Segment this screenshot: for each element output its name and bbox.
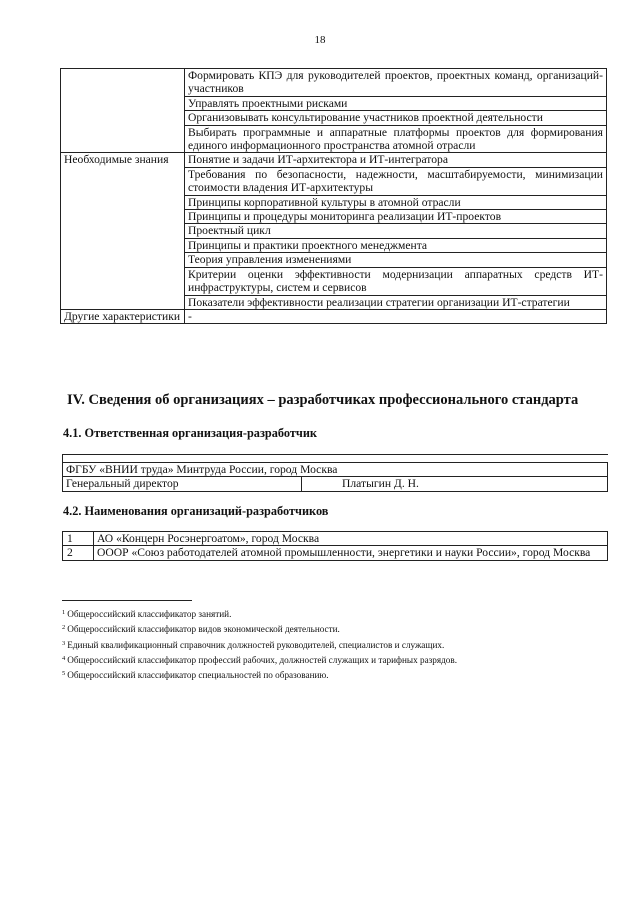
footnote-text: Единый квалификационный справочник должностей руководителей, специалистов и служащих. [67, 639, 445, 650]
table-row [61, 309, 607, 323]
developer-name: ОООР «Союз работодателей атомной промышленности, энергетики и науки России», город Москва [94, 546, 608, 560]
footnote [62, 667, 457, 682]
footnote-text: Общероссийский классификатор специальностей по образованию. [67, 670, 329, 681]
footnote-text: Общероссийский классификатор профессий рабочих, должностей служащих и тарифных разрядов. [67, 654, 458, 665]
table-row [63, 532, 608, 546]
director-name: Платыгин Д. Н. [302, 477, 608, 491]
other-label: Другие характеристики [61, 309, 185, 323]
empty-label-cell [61, 69, 185, 153]
table-row [63, 463, 608, 477]
footnote-divider [62, 600, 192, 601]
table-cell: Формировать КПЭ для руководителей проектов, проектных команд, организаций-участников [185, 69, 607, 97]
table-cell: Показатели эффективности реализации стратегии организации ИТ-стратегии [185, 295, 607, 309]
developers-table [62, 531, 608, 561]
footnote-text: Общероссийский классификатор видов экономической деятельности. [67, 624, 340, 635]
page-number: 18 [314, 34, 326, 46]
subsection-title-developers: 4.2. Наименования организаций-разработчиков [63, 504, 329, 518]
knowledge-label: Необходимые знания [61, 153, 185, 309]
director-position: Генеральный директор [63, 477, 302, 491]
empty-cell [63, 455, 608, 463]
org-name: ФГБУ «ВНИИ труда» Минтруда России, город Москва [63, 463, 608, 477]
subsection-title-responsible: 4.1. Ответственная организация-разработчик [63, 426, 317, 440]
table-row [63, 477, 608, 491]
other-value: - [185, 309, 607, 323]
footnote-number: 3 [62, 639, 66, 647]
footnote [62, 606, 457, 621]
footnote [62, 652, 457, 667]
table-cell: Выбирать программные и аппаратные платформы проектов для формирования единого информационного пространства атомной отрасли [185, 125, 607, 153]
footnotes [62, 606, 457, 682]
table-cell: Принципы корпоративной культуры в атомной отрасли [185, 195, 607, 209]
footnote [62, 637, 457, 652]
row-number: 2 [63, 546, 94, 560]
footnote [62, 621, 457, 636]
table-cell: Требования по безопасности, надежности, масштабируемости, минимизации стоимости владения ИТ-архитектуры [185, 167, 607, 195]
footnote-number: 1 [62, 609, 66, 616]
table-cell: Критерии оценки эффективности модернизации аппаратных средств ИТ-инфраструктуры, систем и сервисов [185, 267, 607, 295]
section-title: IV. Сведения об организациях – разработчиках профессионального стандарта [67, 392, 579, 408]
footnote-number: 2 [62, 624, 66, 632]
footnote-number: 5 [62, 670, 66, 678]
developer-name: АО «Концерн Росэнергоатом», город Москва [94, 532, 608, 546]
table-cell: Понятие и задачи ИТ-архитектора и ИТ-интегратора [185, 153, 607, 167]
row-number: 1 [63, 532, 94, 546]
table-row [61, 153, 607, 167]
responsible-org-table [62, 454, 608, 492]
table-row [63, 546, 608, 560]
table-cell: Принципы и процедуры мониторинга реализации ИТ-проектов [185, 210, 607, 224]
footnote-number: 4 [62, 654, 66, 662]
table-cell: Проектный цикл [185, 224, 607, 238]
table-cell: Управлять проектными рисками [185, 96, 607, 110]
footnote-text: Общероссийский классификатор занятий. [67, 609, 232, 619]
table-row [63, 455, 608, 463]
table-cell: Теория управления изменениями [185, 253, 607, 267]
table-row [61, 69, 607, 97]
table-cell: Организовывать консультирование участников проектной деятельности [185, 111, 607, 125]
competency-table [60, 68, 607, 324]
table-cell: Принципы и практики проектного менеджмента [185, 238, 607, 252]
